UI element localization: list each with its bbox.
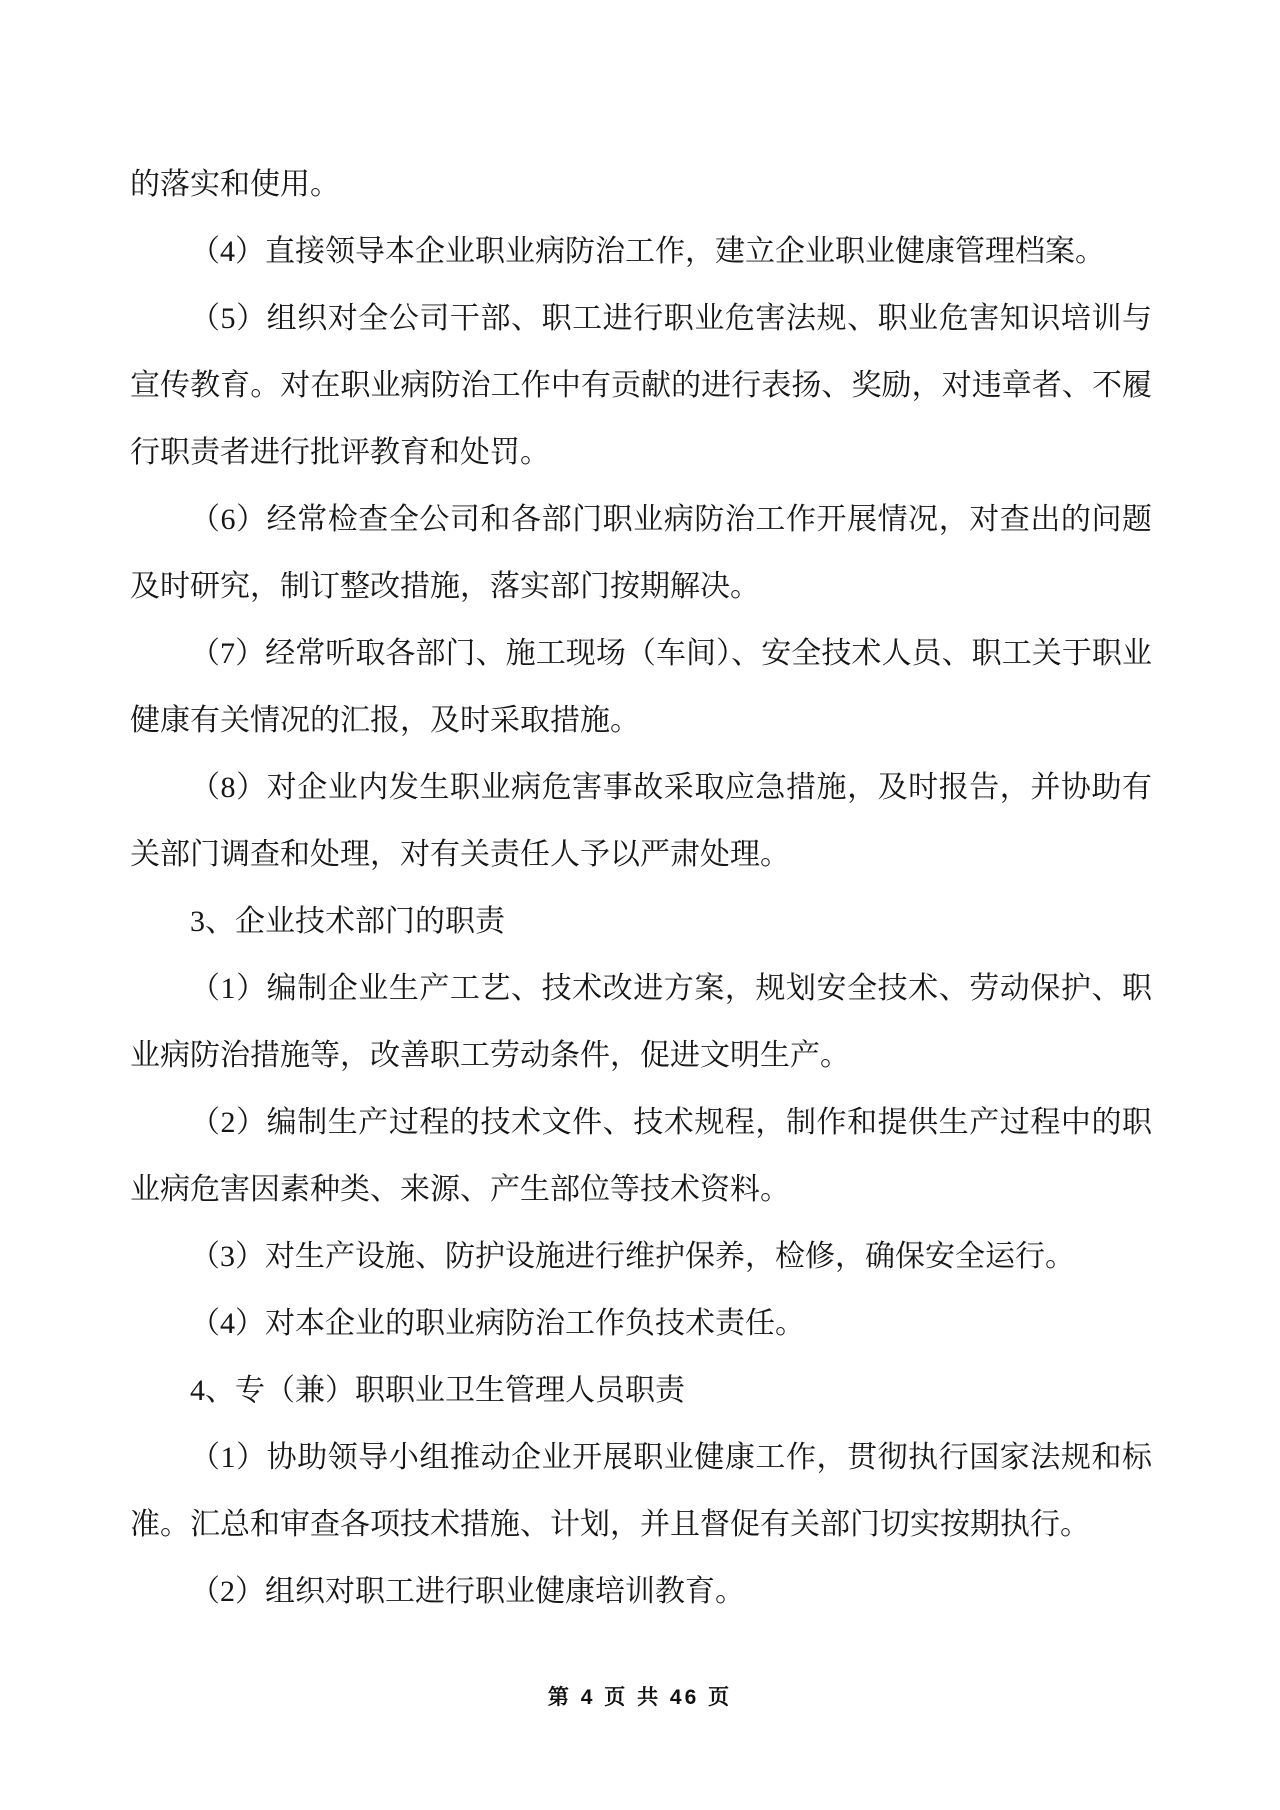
paragraph-item-1b: （1）协助领导小组推动企业开展职业健康工作，贯彻执行国家法规和标准。汇总和审查各项技术措施、计划，并且督促有关部门切实按期执行。 <box>130 1441 1152 1541</box>
document-body <box>130 151 1152 1625</box>
paragraph-item-1: （1）编制企业生产工艺、技术改进方案，规划安全技术、劳动保护、职业病防治措施等，改善职工劳动条件，促进文明生产。 <box>130 972 1152 1072</box>
paragraph-item-3: （3）对生产设施、防护设施进行维护保养，检修，确保安全运行。 <box>190 1240 1075 1273</box>
paragraph-item-4b: （4）对本企业的职业病防治工作负技术责任。 <box>190 1307 805 1340</box>
page-number-label: 第 4 页 共 46 页 <box>547 1686 733 1709</box>
paragraph-item-7: （7）经常听取各部门、施工现场（车间）、安全技术人员、职工关于职业健康有关情况的汇报，及时采取措施。 <box>130 637 1152 737</box>
paragraph-item-8: （8）对企业内发生职业病危害事故采取应急措施，及时报告，并协助有关部门调查和处理，对有关责任人予以严肃处理。 <box>130 771 1152 871</box>
paragraph-item-4: （4）直接领导本企业职业病防治工作，建立企业职业健康管理档案。 <box>190 235 1105 268</box>
page-footer <box>0 1681 1280 1711</box>
paragraph-item-2: （2）编制生产过程的技术文件、技术规程，制作和提供生产过程中的职业病危害因素种类、来源、产生部位等技术资料。 <box>130 1106 1152 1206</box>
section-heading-4: 4、专（兼）职职业卫生管理人员职责 <box>190 1374 685 1407</box>
paragraph-item-6: （6）经常检查全公司和各部门职业病防治工作开展情况，对查出的问题及时研究，制订整改措施，落实部门按期解决。 <box>130 503 1152 603</box>
paragraph-item-5: （5）组织对全公司干部、职工进行职业危害法规、职业危害知识培训与宣传教育。对在职业病防治工作中有贡献的进行表扬、奖励，对违章者、不履行职责者进行批评教育和处罚。 <box>130 302 1152 469</box>
paragraph-item-2b: （2）组织对职工进行职业健康培训教育。 <box>190 1575 745 1608</box>
paragraph-continuation: 的落实和使用。 <box>130 168 340 201</box>
section-heading-3: 3、企业技术部门的职责 <box>190 905 505 938</box>
